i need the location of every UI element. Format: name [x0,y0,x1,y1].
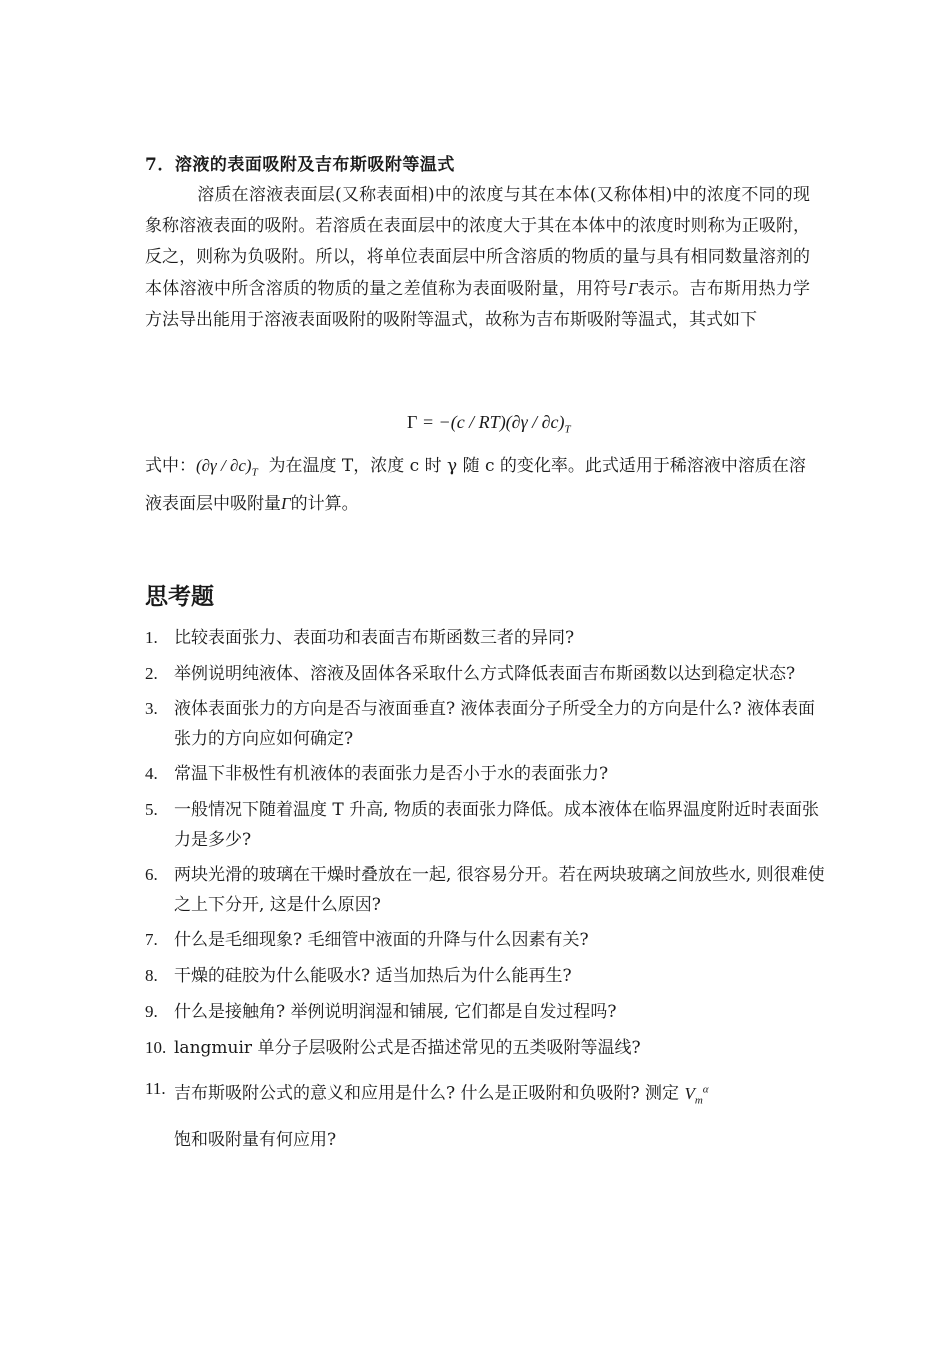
question-item [145,925,825,955]
question-item [145,860,825,920]
explain-end: 的计算。 [290,494,359,515]
explain-math-sub: T [251,466,258,479]
question-item [145,795,825,855]
question-number: 2. [145,664,158,683]
question-item [145,659,825,689]
explain-text: 为在温度 T，浓度 c 时 γ 随 c 的变化率。此式适用于稀溶液中溶质在溶液表面层中吸附量 [145,456,806,515]
formula-subscript: T [564,423,571,436]
question-item [145,1069,825,1160]
vm-symbol [684,1083,709,1107]
questions-heading: 思考题 [145,583,214,610]
question-number: 10. [145,1038,167,1057]
question-text: 吉布斯吸附公式的意义和应用是什么? 什么是正吸附和负吸附? 测定 [174,1083,685,1104]
question-item [145,997,825,1027]
gibbs-formula [407,412,571,436]
section-paragraph [145,180,810,336]
question-item [145,759,825,789]
question-text: 比较表面张力、表面功和表面吉布斯函数三者的异同? [174,628,575,648]
question-text: 液体表面张力的方向是否与液面垂直? 液体表面分子所受全力的方向是什么? 液体表面张力的方向应如何确定? [174,699,816,749]
question-number: 3. [145,699,158,718]
question-item [145,961,825,991]
question-number: 7. [145,930,158,949]
question-text: langmuir 单分子层吸附公式是否描述常见的五类吸附等温线? [174,1038,641,1058]
explain-prefix: 式中： [145,456,196,476]
gamma-symbol: Γ [627,279,638,298]
question-number: 1. [145,628,158,647]
questions-list [145,623,825,1166]
paragraph-text-end: 表示。吉布斯用热力学方法导出能用于溶液表面吸附的吸附等温式，故称为吉布斯吸附等温式，其式如下 [145,279,811,330]
paragraph-text: 溶质在溶液表面层(又称表面相)中的浓度与其在本体(又称体相)中的浓度不同的现象称溶液表面的吸附。若溶质在表面层中的浓度大于其在本体中的浓度时则称为正吸附，反之，则称为负吸附。所以，将单位表面层中所含溶质的物质的量与具有相同数量溶剂的本体溶液中所含溶质的物质的量之差值称为表面吸附量，用符号 [145,185,810,299]
question-number: 4. [145,764,158,783]
question-item [145,623,825,653]
section-title: 7．溶液的表面吸附及吉布斯吸附等温式 [145,155,455,175]
question-item [145,1033,825,1063]
vm-sub: m [694,1094,703,1107]
question-text: 举例说明纯液体、溶液及固体各采取什么方式降低表面吉布斯函数以达到稳定状态? [174,664,796,684]
explain-math-expr: (∂γ / ∂c) [196,456,252,475]
question-text: 一般情况下随着温度 T 升高, 物质的表面张力降低。成本液体在临界温度附近时表面张力是多少? [174,800,819,850]
formula-rhs: = −(c / RT)(∂γ / ∂c) [417,412,565,432]
explain-math [196,456,258,479]
question-number: 9. [145,1002,158,1021]
vm-base: V [684,1083,695,1103]
question-number: 6. [145,865,158,884]
question-text: 干燥的硅胶为什么能吸水? 适当加热后为什么能再生? [174,966,572,986]
question-text: 两块光滑的玻璃在干燥时叠放在一起, 很容易分开。若在两块玻璃之间放些水, 则很难使之上下分开, 这是什么原因? [174,865,825,915]
question-text: 什么是毛细现象? 毛细管中液面的升降与什么因素有关? [174,930,589,950]
question-text: 常温下非极性有机液体的表面张力是否小于水的表面张力? [174,764,609,784]
question-text: 什么是接触角? 举例说明润湿和铺展, 它们都是自发过程吗? [174,1002,617,1022]
question-number: 8. [145,966,158,985]
question-number: 5. [145,800,158,819]
explain-symbol: Γ [281,494,291,514]
question-number: 11. [145,1079,166,1098]
formula-explanation [145,450,810,520]
question-text-cont: 饱和吸附量有何应用? [174,1130,337,1151]
vm-sup: α [702,1083,709,1095]
formula-lhs: Γ [407,412,418,432]
question-item [145,694,825,754]
